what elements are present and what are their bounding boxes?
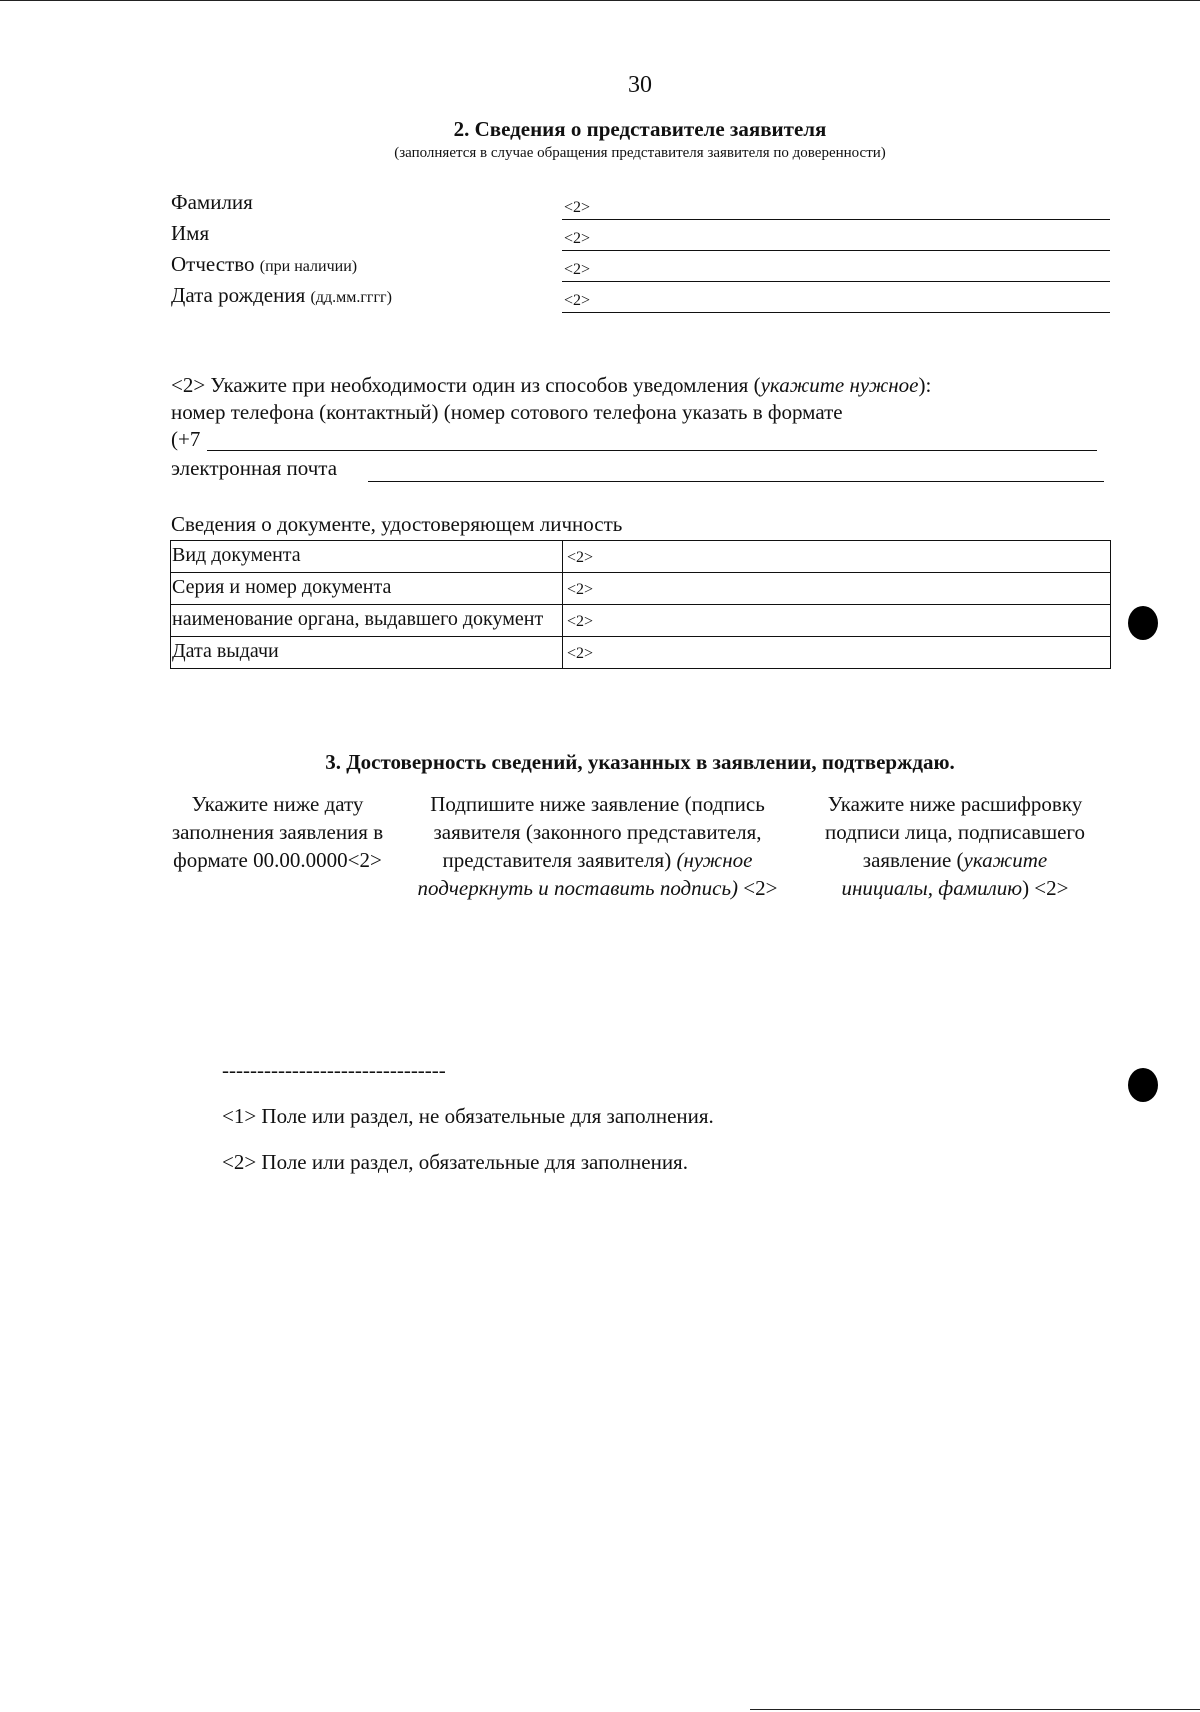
notification-instruction: <2> Укажите при необходимости один из способов уведомления (укажите нужное):	[171, 373, 932, 397]
section2-subtitle: (заполняется в случае обращения представителя заявителя по доверенности)	[394, 145, 886, 161]
section2-title: 2. Сведения о представителе заявителя	[453, 117, 827, 141]
date-instruction: Укажите ниже дату заполнения заявления в формате 00.00.0000<2>	[171, 792, 384, 872]
signature-instruction: Подпишите ниже заявление (подпись заявителя (законного представителя, представителя заявителя) (нужное подчеркнуть и поставить подпись) <2>	[417, 792, 778, 900]
bottom-scan-line	[750, 1709, 1200, 1710]
field-surname[interactable]: <2>	[562, 193, 1110, 220]
section3-title: 3. Достоверность сведений, указанных в заявлении, подтверждаю.	[325, 750, 955, 774]
row-label: Дата выдачи	[171, 637, 563, 669]
field-label-birthdate: Дата рождения (дд.мм.гггг)	[171, 283, 392, 307]
footnote-1: <1> Поле или раздел, не обязательные для заполнения.	[222, 1104, 714, 1128]
id-document-caption: Сведения о документе, удостоверяющем личность	[171, 512, 623, 536]
table-row	[171, 541, 1111, 573]
page-number: 30	[628, 72, 652, 98]
field-birthdate[interactable]: <2>	[562, 286, 1110, 313]
doc-type-field[interactable]: <2>	[563, 541, 1111, 573]
doc-number-field[interactable]: <2>	[563, 573, 1111, 605]
email-field[interactable]	[368, 455, 1104, 482]
signature-decoding-instruction: Укажите ниже расшифровку подписи лица, подписавшего заявление (укажите инициалы, фамилию) <2>	[824, 792, 1086, 900]
doc-issuer-field[interactable]: <2>	[563, 605, 1111, 637]
footnote-separator: --------------------------------	[222, 1058, 446, 1082]
footnote-2: <2> Поле или раздел, обязательные для заполнения.	[222, 1150, 688, 1174]
phone-prefix: (+7	[171, 427, 201, 451]
top-scan-line	[0, 0, 1200, 1]
binder-hole-top	[1128, 606, 1158, 640]
doc-issue-date-field[interactable]: <2>	[563, 637, 1111, 669]
table-row	[171, 637, 1111, 669]
row-label: Вид документа	[171, 541, 563, 573]
table-row	[171, 605, 1111, 637]
email-label: электронная почта	[171, 456, 338, 480]
field-label-patronymic: Отчество (при наличии)	[171, 252, 358, 276]
field-name[interactable]: <2>	[562, 224, 1110, 251]
row-label: наименование органа, выдавшего документ	[171, 605, 563, 637]
phone-field[interactable]	[207, 424, 1097, 451]
row-label: Серия и номер документа	[171, 573, 563, 605]
table-row	[171, 573, 1111, 605]
field-label-name: Имя	[171, 221, 210, 245]
id-document-table	[170, 540, 1111, 669]
field-label-surname: Фамилия	[171, 190, 253, 214]
field-patronymic[interactable]: <2>	[562, 255, 1110, 282]
binder-hole-bottom	[1128, 1068, 1158, 1102]
phone-format-note: номер телефона (контактный) (номер сотового телефона указать в формате	[171, 400, 843, 424]
